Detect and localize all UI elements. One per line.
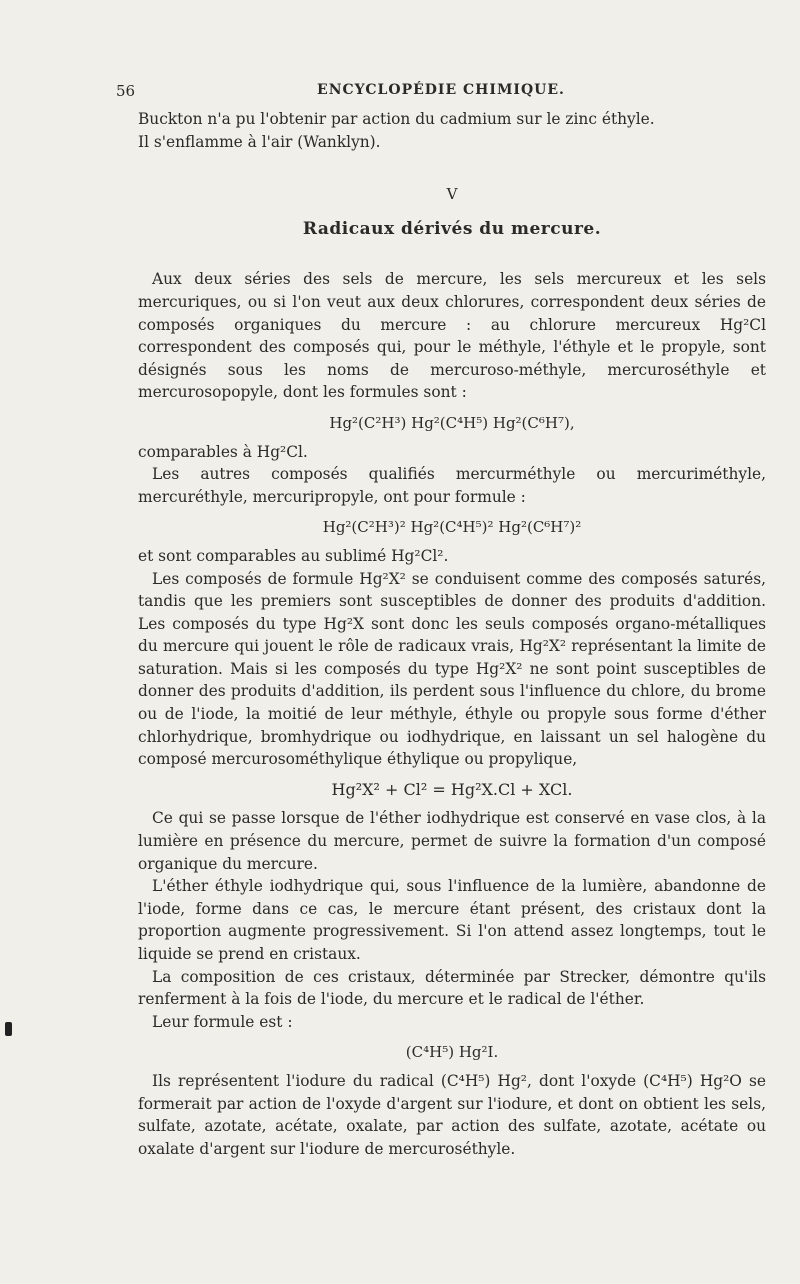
paragraph-autres: Les autres composés qualifiés mercurméthyle ou mercuriméthyle, mercuréthyle, mercuripropyle, ont pour formule : <box>138 465 766 506</box>
paragraph-buckton: Buckton n'a pu l'obtenir par action du cadmium sur le zinc éthyle. <box>138 110 655 128</box>
formula-mercuri: Hg²(C²H³)² Hg²(C⁴H⁵)² Hg²(C⁶H⁷)² <box>322 518 582 537</box>
paragraph-iodure: Ils représentent l'iodure du radical (C⁴H⁵) Hg², dont l'oxyde (C⁴H⁵) Hg²O se formerait par action de l'oxyde d'argent sur l'iodure, et dont on obtient les sels, sulfate, azotate, acétate, oxalate, par action des sulfate, azotate, acétate ou oxalate d'argent sur l'iodure de mercuroséthyle. <box>138 1071 766 1158</box>
running-title: ENCYCLOPÉDIE CHIMIQUE. <box>317 82 565 98</box>
formula-mercuroso: Hg²(C²H³) Hg²(C⁴H⁵) Hg²(C⁶H⁷), <box>329 413 575 432</box>
page-body <box>138 108 766 1160</box>
paragraph-series: Aux deux séries des sels de mercure, les sels mercureux et les sels mercuriques, ou si l'on veut aux deux chlorures, correspondent deux séries de composés organiques du mercure : au chlorure mercureux Hg²Cl correspondent des composés qui, pour le méthyle, l'éthyle et le propyle, sont désignés sous les noms de mercuroso-méthyle, mercuroséthyle et mercurosopopyle, dont les formules sont : <box>138 270 766 402</box>
paragraph-strecker: La composition de ces cristaux, déterminée par Strecker, démontre qu'ils renferment à la fois de l'iode, du mercure et le radical de l'éther. <box>138 967 766 1009</box>
margin-mark <box>5 1022 12 1036</box>
paragraph-sublime: et sont comparables au sublimé Hg²Cl². <box>138 546 449 565</box>
paragraph-wanklyn: Il s'enflamme à l'air (Wanklyn). <box>138 132 381 151</box>
paragraph-comparables: comparables à Hg²Cl. <box>138 442 308 461</box>
paragraph-leur-formule: Leur formule est : <box>152 1012 293 1031</box>
page-number: 56 <box>116 82 136 100</box>
formula-reaction: Hg²X² + Cl² = Hg²X.Cl + XCl. <box>331 779 573 799</box>
section-number: V <box>446 185 458 204</box>
page-header <box>116 82 766 104</box>
paragraph-ether-ethyle: L'éther éthyle iodhydrique qui, sous l'influence de la lumière, abandonne de l'iode, forme dans ce cas, le mercure étant présent, des cristaux dont la proportion augmente progressivement. Si l'on attend assez longtemps, tout le liquide se prend en cristaux. <box>138 877 766 963</box>
paragraph-formule-hgx2: Les composés de formule Hg²X² se conduisent comme des composés saturés, tandis que les premiers sont susceptibles de donner des produits d'addition. Les composés du type Hg²X sont donc les seuls composés organo-métalliques du mercure qui jouent le rôle de radicaux vrais, Hg²X² représentant la limite de saturation. Mais si les composés du type Hg²X² ne sont point susceptibles de donner des produits d'addition, ils perdent sous l'influence du chlore, du brome ou de l'iode, la moitié de leur méthyle, éthyle ou propyle sous forme d'éther chlorhydrique, bromhydrique ou iodhydrique, en laissant un sel halogène du composé mercurosométhylique éthylique ou propylique, <box>138 569 766 769</box>
formula-iodure: (C⁴H⁵) Hg²I. <box>405 1043 499 1062</box>
section-title: Radicaux dérivés du mercure. <box>302 218 602 239</box>
paragraph-vase-clos: Ce qui se passe lorsque de l'éther iodhydrique est conservé en vase clos, à la lumière en présence du mercure, permet de suivre la formation d'un composé organique du mercure. <box>138 809 766 873</box>
